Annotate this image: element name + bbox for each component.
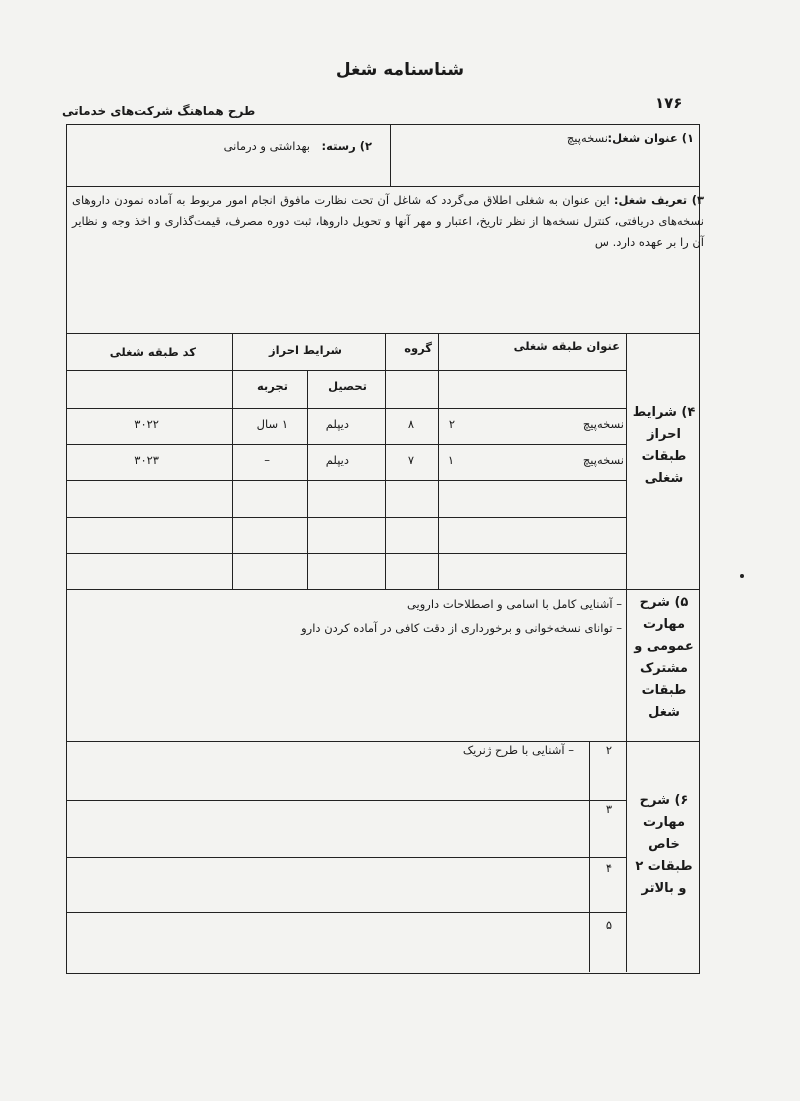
document-subtitle: طرح هماهنگ شرکت‌های خدماتی	[62, 104, 256, 118]
specific-level-4: ۴	[605, 861, 612, 875]
header-group: گروه	[404, 341, 432, 355]
row2-group: ۷	[407, 453, 414, 467]
specific-skill-2: – آشنایی با طرح ژنریک	[462, 743, 574, 757]
specific-level-3: ۳	[605, 802, 612, 816]
row2-level: ۱	[447, 453, 454, 467]
header-qualifications: شرایط احراز	[269, 343, 342, 357]
row2-education: دیپلم	[325, 453, 349, 467]
header-class-title: عنوان طبقه شغلی	[513, 339, 620, 353]
job-title-label: ۱) عنوان شغل:	[607, 131, 694, 145]
specific-level-2: ۲	[605, 743, 612, 757]
header-experience: تجربه	[256, 379, 288, 393]
margin-dot	[740, 574, 744, 578]
category-value: بهداشتی و درمانی	[223, 139, 310, 153]
row2-code: ۳۰۲۳	[134, 453, 159, 467]
job-definition	[72, 190, 704, 253]
general-skill-2: – توانای نسخه‌خوانی و برخورداری از دقت کافی در آماده کردن دارو	[301, 621, 622, 635]
header-code: کد طبقه شغلی	[109, 345, 196, 359]
job-definition-text: این عنوان به شغلی اطلاق می‌گردد که شاغل آن تحت نظارت مافوق انجام امور مربوط به آماده نمودن داروهای نسخه‌های دریافتی، کنترل نسخه‌ها از نظر تاریخ، اعتبار و مهر آنها و تحویل داروها، ثبت دوره مصرف، قیمت‌گذاری و اخذ وجه و نظایر آن را بر عهده دارد. س	[72, 193, 704, 249]
job-definition-label: ۳) تعریف شغل:	[613, 193, 704, 207]
job-title-value: نسخه‌پیچ	[566, 131, 608, 145]
row1-experience: ۱ سال	[256, 417, 288, 431]
section4-label: ۴) شرایط احراز طبقات شغلی	[632, 405, 696, 486]
row1-education: دیپلم	[325, 417, 349, 431]
row2-title: نسخه‌پیچ	[582, 453, 624, 467]
row1-code: ۳۰۲۲	[134, 417, 159, 431]
specific-level-5: ۵	[605, 918, 612, 932]
row1-group: ۸	[407, 417, 414, 431]
row1-title: نسخه‌پیچ	[582, 417, 624, 431]
row2-experience: –	[264, 453, 270, 467]
category-label: ۲) رسته:	[321, 139, 372, 153]
general-skill-1: – آشنایی کامل با اسامی و اصطلاحات دارویی	[406, 597, 622, 611]
row1-level: ۲	[448, 417, 455, 431]
section6-label: ۶) شرح مهارت خاص طبقات ۲ و بالاتر	[635, 793, 693, 896]
header-education: تحصیل	[328, 379, 367, 393]
page-title: شناسنامه شغل	[335, 60, 465, 80]
page-number: ۱۷۶	[655, 94, 683, 112]
section5-label: ۵) شرح مهارت عمومی و مشترک طبقات شغل	[634, 595, 694, 720]
